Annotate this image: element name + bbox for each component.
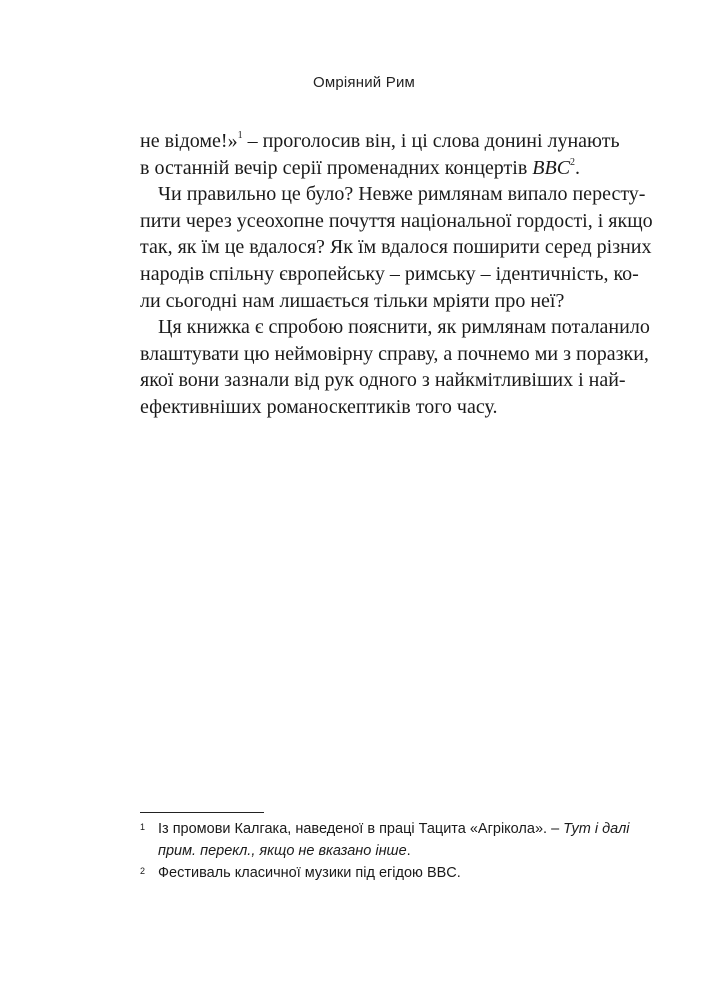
footnote-number: 2 [140,866,146,876]
footnote-ref-1[interactable]: 1 [237,130,243,142]
paragraph-1 [140,128,620,181]
paragraph-3 [140,314,650,420]
footnote-line [158,840,588,862]
paragraph-2 [140,181,653,314]
text-fragment: . [406,843,411,859]
text-fragment-italic: Тут і далі [563,821,630,837]
text-line: народів спільну європейську – римську – ідентичність, ко- [140,262,639,285]
text-line: ефективніших романоскептиків того часу. [140,395,498,418]
text-line: ли сьогодні нам лишається тільки мріяти про неї? [140,289,565,312]
footnote-line: Фестиваль класичної музики під егідою BBC. [158,865,461,881]
text-line: Чи правильно це було? Невже римлянам випало пересту- [158,183,646,206]
text-fragment: . [575,156,581,179]
text-fragment: в останній вечір серії променадних концертів [140,156,533,179]
text-line: влаштувати цю неймовірну справу, а почнемо ми з поразки, [140,342,649,365]
footnote-ref-2[interactable]: 2 [570,156,576,168]
text-line: так, як їм це вдалося? Як їм вдалося поширити серед різних [140,236,652,259]
text-line: Ця книжка є спробою пояснити, як римлянам поталанило [158,316,650,339]
footnote-2 [140,862,588,884]
text-fragment-italic: BBC [532,156,571,179]
footnote-divider [140,812,264,813]
main-text [140,128,653,421]
text-fragment-italic: прим. перекл., якщо не вказано інше [158,843,407,859]
footnotes [140,818,630,884]
text-line: якої вони зазнали від рук одного з найкмітливіших і най- [140,369,626,392]
text-line: пити через усеохопне почуття національної гордості, і якщо [140,209,653,232]
text-line [140,128,620,155]
text-fragment: – проголосив він, і ці слова донині лунають [242,130,620,152]
footnote-text [158,862,588,884]
text-fragment: не відоме!» [140,130,238,152]
footnote-number: 1 [140,822,146,832]
running-head: Омріяний Рим [312,74,416,91]
footnote-text [158,818,630,862]
footnote-line [158,818,630,840]
text-line [140,155,588,182]
text-fragment: Із промови Калгака, наведеної в праці Тацита «Агрікола». – [158,821,564,837]
footnote-1 [140,818,630,862]
